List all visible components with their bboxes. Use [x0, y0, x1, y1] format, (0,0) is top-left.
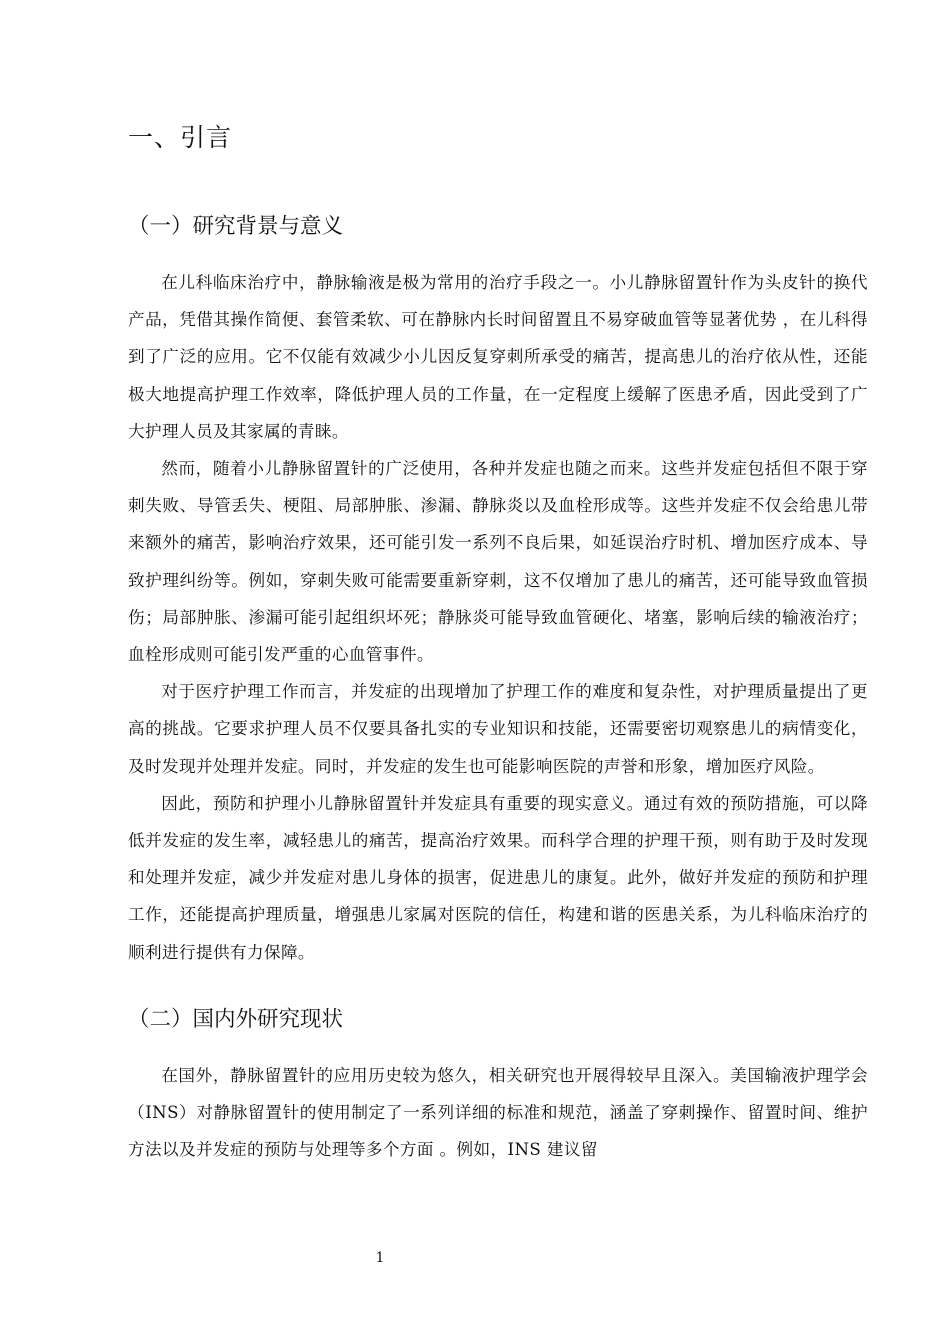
paragraph: 然而，随着小儿静脉留置针的广泛使用，各种并发症也随之而来。这些并发症包括但不限于穿刺失败、导管丢失、梗阻、局部肿胀、渗漏、静脉炎以及血栓形成等。这些并发症不仅会给患儿带来额外的痛苦，影响治疗效果，还可能引发一系列不良后果，如延误治疗时机、增加医疗成本、导致护理纠纷等。例如，穿刺失败可能需要重新穿刺，这不仅增加了患儿的痛苦，还可能导致血管损伤；局部肿胀、渗漏可能引起组织坏死；静脉炎可能导致血管硬化、堵塞，影响后续的输液治疗；血栓形成则可能引发严重的心血管事件。	[128, 459, 868, 665]
paragraph: 对于医疗护理工作而言，并发症的出现增加了护理工作的难度和复杂性，对护理质量提出了更高的挑战。它要求护理人员不仅要具备扎实的专业知识和技能，还需要密切观察患儿的病情变化，及时发现并处理并发症。同时，并发症的发生也可能影响医院的声誉和形象，增加医疗风险。	[128, 682, 868, 776]
section-body-background	[128, 264, 868, 971]
paragraph: 在国外，静脉留置针的应用历史较为悠久，相关研究也开展得较早且深入。美国输液护理学会（INS）对静脉留置针的使用制定了一系列详细的标准和规范，涵盖了穿刺操作、留置时间、维护方法以及并发症的预防与处理等多个方面 。例如，INS 建议留	[128, 1065, 868, 1160]
paragraph: 在儿科临床治疗中，静脉输液是极为常用的治疗手段之一。小儿静脉留置针作为头皮针的换代产品，凭借其操作简便、套管柔软、可在静脉内长时间留置且不易穿破血管等显著优势 ，在儿科得到了广泛的应用。它不仅能有效减少小儿因反复穿刺所承受的痛苦，提高患儿的治疗依从性，还能极大地提高护理工作效率，降低护理人员的工作量，在一定程度上缓解了医患矛盾，因此受到了广大护理人员及其家属的青睐。	[128, 273, 868, 441]
section-body-research-status	[128, 1057, 868, 1169]
section-heading-background: （一）研究背景与意义	[128, 214, 344, 239]
paragraph: 因此，预防和护理小儿静脉留置针并发症具有重要的现实意义。通过有效的预防措施，可以降低并发症的发生率，减轻患儿的痛苦，提高治疗效果。而科学合理的护理干预，则有助于及时发现和处理并发症，减少并发症对患儿身体的损害，促进患儿的康复。此外，做好并发症的预防和护理工作，还能提高护理质量，增强患儿家属对医院的信任，构建和谐的医患关系，为儿科临床治疗的顺利进行提供有力保障。	[128, 793, 868, 962]
page-content	[128, 118, 868, 1168]
chapter-title: 一、引言	[128, 123, 233, 152]
page-number: 1	[375, 1250, 385, 1266]
section-heading-research-status: （二）国内外研究现状	[128, 1006, 344, 1032]
